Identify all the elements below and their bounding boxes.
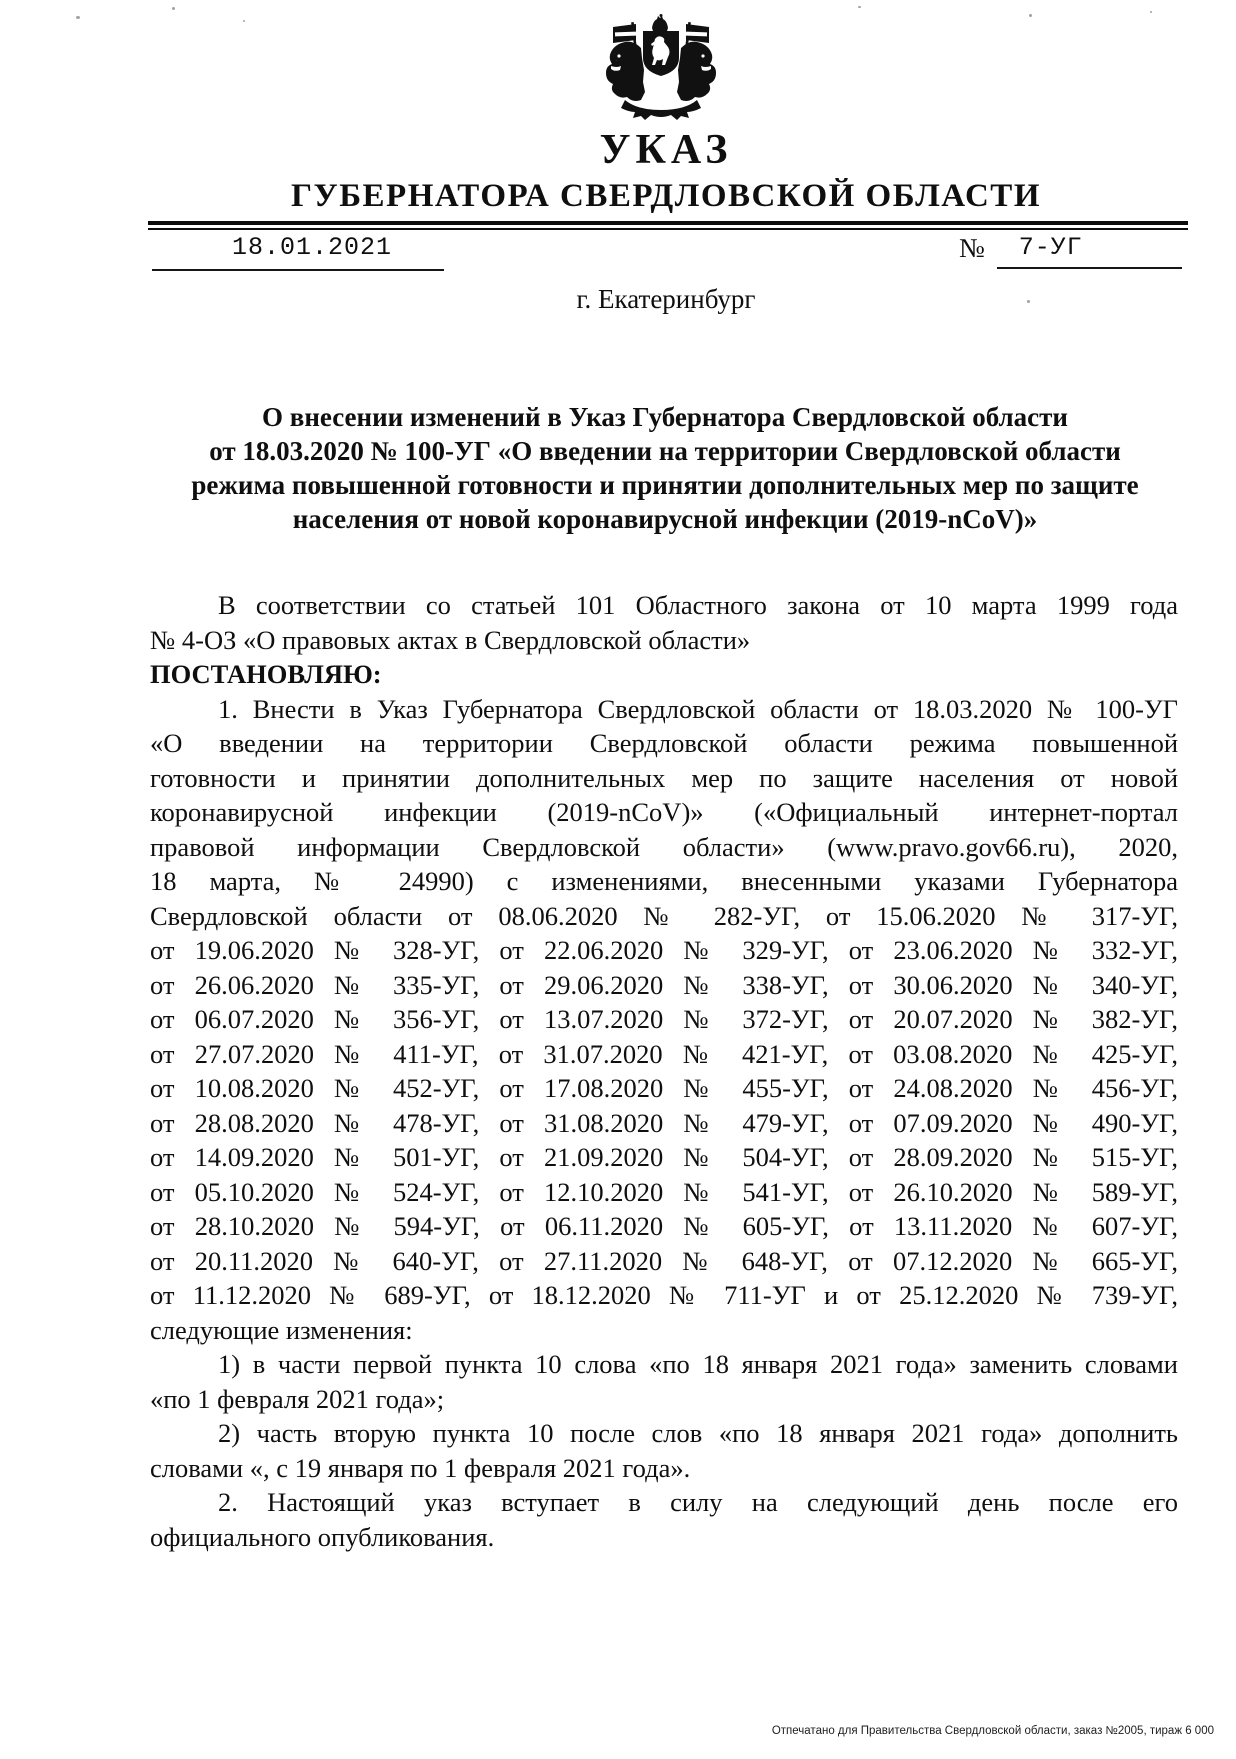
body-line: 1. Внести в Указ Губернатора Свердловской области от 18.03.2020 № 100-УГ: [218, 693, 1178, 724]
body-line: от 28.08.2020 № 478-УГ, от 31.08.2020 № 479-УГ, от 07.09.2020 № 490-УГ,: [150, 1107, 1178, 1138]
body-line: 2. Настоящий указ вступает в силу на следующий день после его: [218, 1487, 1178, 1517]
body-line: 1) в части первой пункта 10 слова «по 18 января 2021 года» заменить словами: [218, 1349, 1178, 1379]
body-line: от 27.07.2020 № 411-УГ, от 31.07.2020 № 421-УГ, от 03.08.2020 № 425-УГ,: [150, 1038, 1178, 1069]
body-line: словами «, с 19 января по 1 февраля 2021 года».: [150, 1452, 691, 1483]
issuing-authority-title: ГУБЕРНАТОРА СВЕРДЛОВСКОЙ ОБЛАСТИ: [291, 178, 1041, 214]
body-line: от 10.08.2020 № 452-УГ, от 17.08.2020 № 455-УГ, от 24.08.2020 № 456-УГ,: [150, 1073, 1178, 1103]
decree-date: 18.01.2021: [232, 233, 393, 262]
decree-number-field: [959, 233, 1182, 271]
body-line: коронавирусной инфекции (2019-nCoV)» («Официальный интернет-портал: [150, 797, 1178, 827]
decree-body: [150, 588, 1178, 1554]
body-line: от 05.10.2020 № 524-УГ, от 12.10.2020 № 541-УГ, от 26.10.2020 № 589-УГ,: [150, 1176, 1178, 1207]
body-line: от 26.06.2020 № 335-УГ, от 29.06.2020 № 338-УГ, от 30.06.2020 № 340-УГ,: [150, 969, 1178, 1000]
decree-subject: [150, 400, 1180, 536]
decree-number: 7-УГ: [1018, 233, 1083, 262]
scan-speck: [1027, 300, 1030, 303]
body-line: 2) часть вторую пункта 10 после слов «по 18 января 2021 года» дополнить: [218, 1418, 1178, 1448]
body-line: Свердловской области от 08.06.2020 № 282-УГ, от 15.06.2020 № 317-УГ,: [150, 900, 1178, 931]
body-line: от 11.12.2020 № 689-УГ, от 18.12.2020 № 711-УГ и от 25.12.2020 № 739-УГ,: [150, 1280, 1178, 1310]
subject-line: населения от новой коронавирусной инфекции (2019-nCoV)»: [292, 504, 1038, 534]
scan-speck: [858, 6, 861, 8]
issue-city: г. Екатеринбург: [576, 284, 756, 314]
body-line: «О введении на территории Свердловской области режима повышенной: [150, 728, 1178, 758]
sverdlovsk-coat-of-arms-icon: [591, 14, 731, 120]
body-line: следующие изменения:: [150, 1314, 413, 1345]
number-sign: №: [959, 233, 985, 263]
body-line: от 20.11.2020 № 640-УГ, от 27.11.2020 № 648-УГ, от 07.12.2020 № 665-УГ,: [150, 1245, 1178, 1276]
subject-line: режима повышенной готовности и принятии дополнительных мер по защите: [191, 470, 1139, 500]
subject-line: О внесении изменений в Указ Губернатора Свердловской области: [262, 402, 1068, 432]
body-line: от 06.07.2020 № 356-УГ, от 13.07.2020 № 372-УГ, от 20.07.2020 № 382-УГ,: [150, 1004, 1178, 1034]
scan-speck: [172, 7, 175, 10]
decree-date-field: [152, 233, 444, 271]
print-imprint: Отпечатано для Правительства Свердловской области, заказ №2005, тираж 6 000: [771, 1725, 1214, 1737]
body-line: № 4-ОЗ «О правовых актах в Свердловской области»: [150, 624, 751, 655]
document-type-title: УКАЗ: [599, 127, 733, 173]
subject-line: от 18.03.2020 № 100-УГ «О введении на территории Свердловской области: [209, 436, 1121, 466]
body-line: готовности и принятии дополнительных мер по защите населения от новой: [150, 762, 1178, 793]
body-line: «по 1 февраля 2021 года»;: [150, 1383, 445, 1414]
body-line: правовой информации Свердловской области» (www.pravo.gov66.ru), 2020,: [150, 831, 1178, 862]
body-line: 18 марта, № 24990) с изменениями, внесенными указами Губернатора: [150, 866, 1178, 896]
scan-speck: [1029, 14, 1032, 17]
body-line: от 28.10.2020 № 594-УГ, от 06.11.2020 № 605-УГ, от 13.11.2020 № 607-УГ,: [150, 1211, 1178, 1241]
body-line: ПОСТАНОВЛЯЮ:: [150, 659, 382, 689]
header-divider: [148, 221, 1188, 230]
scan-speck: [1150, 11, 1152, 13]
body-line: от 14.09.2020 № 501-УГ, от 21.09.2020 № 504-УГ, от 28.09.2020 № 515-УГ,: [150, 1142, 1178, 1172]
scan-speck: [243, 20, 245, 22]
body-line: В соответствии со статьей 101 Областного закона от 10 марта 1999 года: [218, 590, 1178, 620]
body-line: от 19.06.2020 № 328-УГ, от 22.06.2020 № 329-УГ, от 23.06.2020 № 332-УГ,: [150, 935, 1178, 965]
scan-speck: [76, 16, 80, 19]
body-line: официального опубликования.: [150, 1521, 495, 1552]
